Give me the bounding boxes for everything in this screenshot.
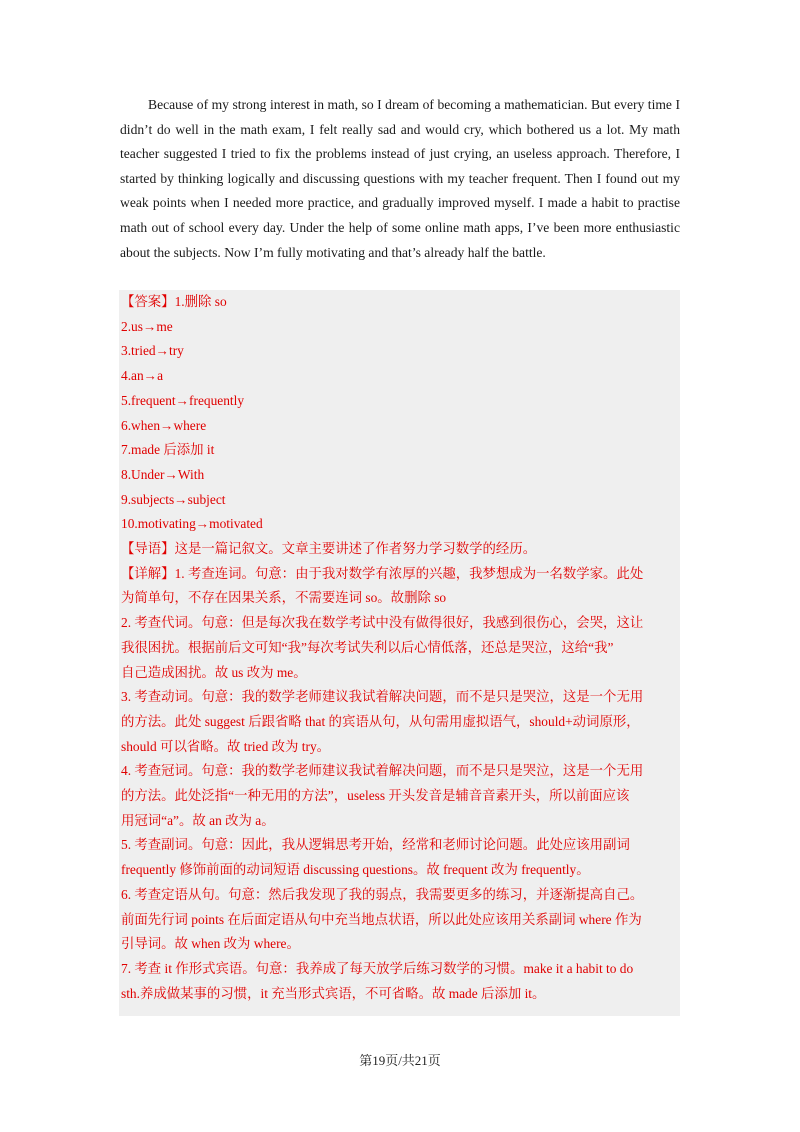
guide-line: [121, 537, 680, 562]
answer-item: 1.删除 so: [174, 294, 227, 309]
detail-line: 自己造成困扰。故 us 改为 me。: [121, 664, 307, 680]
detail-line: 引导词。故 when 改为 where。: [121, 936, 300, 952]
detail-line: 为简单句，不存在因果关系，不需要连词 so。故删除 so: [121, 590, 447, 606]
answer-item: 2.us→me: [121, 318, 173, 334]
answer-item: 9.subjects→subject: [121, 491, 226, 507]
detail-line: 2. 考查代词。句意：但是每次我在数学考试中没有做得很好，我感到很伤心，会哭，这让: [121, 615, 644, 631]
detail-line: 前面先行词 points 在后面定语从句中充当地点状语，所以此处应该用关系副词 where 作为: [121, 911, 642, 927]
detail-label: 【详解】: [121, 565, 175, 581]
detail-line: 4. 考查冠词。句意：我的数学老师建议我试着解决问题，而不是只是哭泣，这是一个无用: [121, 763, 644, 779]
guide-label: 【导语】: [121, 541, 175, 557]
answer-item: 5.frequent→frequently: [121, 392, 245, 408]
essay-passage: [120, 93, 680, 265]
answer-item: 6.when→where: [121, 417, 207, 433]
detail-line: frequently 修饰前面的动词短语 discussing questions。故 frequent 改为 frequently。: [121, 862, 590, 878]
detail-line: should 可以省略。故 tried 改为 try。: [121, 738, 331, 754]
detail-line: 我很困扰。根据前后文可知“我”每次考试失利以后心情低落，还总是哭泣，这给“我”: [121, 639, 614, 655]
detail-text: 1. 考查连词。句意：由于我对数学有浓厚的兴趣，我梦想成为一名数学家。此处: [174, 565, 644, 581]
page-number: 第19页/共21页: [359, 1053, 441, 1068]
detail-line: 7. 考查 it 作形式宾语。句意：我养成了每天放学后练习数学的习惯。make it a habit to do: [121, 960, 634, 976]
detail-line: 3. 考查动词。句意：我的数学老师建议我试着解决问题，而不是只是哭泣，这是一个无用: [121, 689, 644, 705]
answer-item: 3.tried→try: [121, 343, 184, 359]
answer-item: 8.Under→With: [121, 466, 205, 482]
guide-text: 这是一篇记叙文。文章主要讲述了作者努力学习数学的经历。: [174, 541, 537, 557]
detail-line: 5. 考查副词。句意：因此，我从逻辑思考开始，经常和老师讨论问题。此处应该用副词: [121, 837, 630, 853]
detail-line: 的方法。此处 suggest 后跟省略 that 的宾语从句，从句需用虚拟语气，should+动词原形，: [121, 713, 640, 729]
detail-line: [121, 562, 680, 587]
answer-item: 7.made 后添加 it: [121, 442, 215, 458]
answer-item: 10.motivating→motivated: [121, 516, 263, 532]
detail-line: 的方法。此处泛指“一种无用的方法”，useless 开头发音是辅音音素开头，所以前面应该: [121, 788, 630, 804]
passage-text: Because of my strong interest in math, so I dream of becoming a mathematician. But every time I didn’t do well in the math exam, I felt really sad and would cry, which bothered us a lot. My math teacher suggested I tried to fix the problems instead of just crying, an useless approach. Therefore, I started by thinking logically and discussing questions with my teacher frequent. Then I found out my weak points when I needed more practice, and gradually improved myself. I made a habit to practise math out of school every day. Under the help of some online math apps, I’ve been more enthusiastic about the subjects. Now I’m fully motivating and that’s already half the battle.: [120, 97, 680, 260]
answer-label: 【答案】: [121, 294, 175, 309]
detail-line: sth.养成做某事的习惯，it 充当形式宾语，不可省略。故 made 后添加 it。: [121, 985, 546, 1001]
detail-line: 6. 考查定语从句。句意：然后我发现了我的弱点，我需要更多的练习，并逐渐提高自己。: [121, 886, 644, 902]
answer-item: 4.an→a: [121, 368, 164, 384]
answer-section: [119, 290, 680, 1016]
answer-line-1: [121, 290, 680, 315]
detail-line: 用冠词“a”。故 an 改为 a。: [121, 812, 275, 828]
